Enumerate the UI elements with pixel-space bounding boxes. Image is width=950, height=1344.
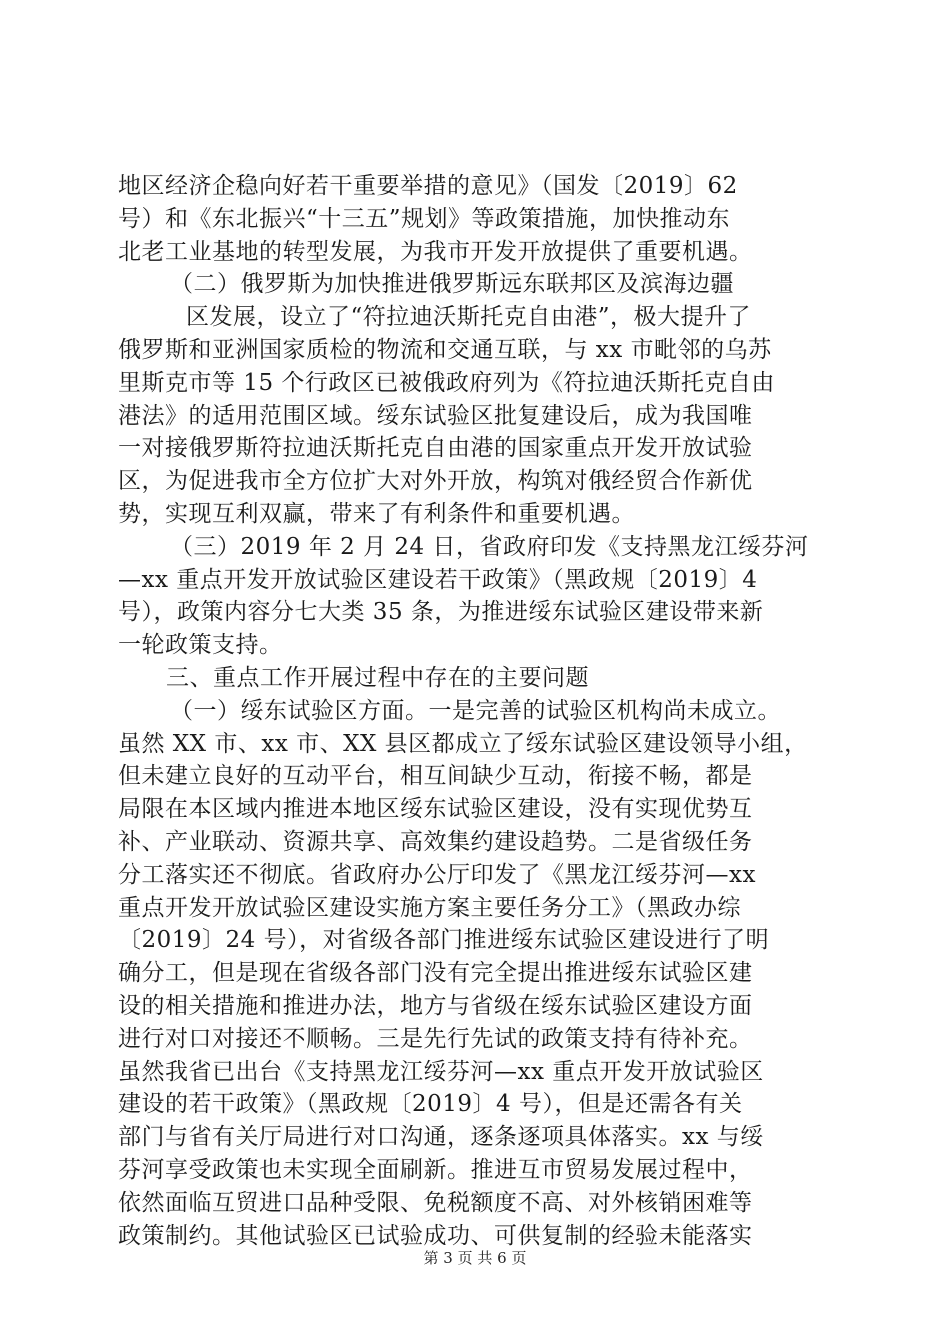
text-line: 地区经济企稳向好若干重要举措的意见》（国发〔2019〕62: [118, 173, 738, 199]
text-line: 里斯克市等 15 个行政区已被俄政府列为《符拉迪沃斯托克自由: [118, 369, 775, 396]
chapter-heading: 三、重点工作开展过程中存在的主要问题: [166, 664, 589, 691]
text-line: 区发展，设立了“符拉迪沃斯托克自由港”，极大提升了: [186, 304, 752, 331]
section-heading: （一）绥东试验区方面。一是完善的试验区机构尚未成立。: [170, 697, 781, 724]
text-line: 补、产业联动、资源共享、高效集约建设趋势。二是省级任务: [118, 828, 753, 855]
text-line: 势，实现互利双赢，带来了有利条件和重要机遇。: [118, 500, 635, 527]
text-line: 区，为促进我市全方位扩大对外开放，构筑对俄经贸合作新优: [118, 468, 753, 495]
text-line: 局限在本区域内推进本地区绥东试验区建设，没有实现优势互: [118, 796, 753, 823]
text-line: 芬河享受政策也未实现全面刷新。推进互市贸易发展过程中，: [118, 1156, 753, 1183]
text-line: 北老工业基地的转型发展，为我市开发开放提供了重要机遇。: [118, 238, 753, 265]
text-line: 部门与省有关厅局进行对口沟通，逐条逐项具体落实。xx 与绥: [118, 1124, 764, 1151]
text-line: 俄罗斯和亚洲国家质检的物流和交通互联，与 xx 市毗邻的乌苏: [118, 336, 772, 363]
text-line: 一轮政策支持。: [118, 632, 283, 659]
text-line: 号），政策内容分七大类 35 条，为推进绥东试验区建设带来新: [118, 599, 764, 626]
section-heading: （二）俄罗斯为加快推进俄罗斯远东联邦区及滨海边疆: [170, 271, 734, 298]
text-line: 建设的若干政策》（黑政规〔2019〕4 号），但是还需各有关: [118, 1091, 743, 1118]
text-line: 确分工，但是现在省级各部门没有完全提出推进绥东试验区建: [118, 960, 753, 987]
text-line: 一对接俄罗斯符拉迪沃斯托克自由港的国家重点开发开放试验: [118, 435, 753, 462]
text-line: 重点开发开放试验区建设实施方案主要任务分工》（黑政办综: [118, 894, 741, 921]
text-line: 港法》的适用范围区域。绥东试验区批复建设后，成为我国唯: [118, 402, 753, 429]
text-line: 依然面临互贸进口品种受限、免税额度不高、对外核销困难等: [118, 1189, 753, 1216]
text-line: 分工落实还不彻底。省政府办公厅印发了《黑龙江绥芬河—xx: [118, 861, 756, 888]
text-line: 虽然 XX 市、xx 市、XX 县区都成立了绥东试验区建设领导小组，: [118, 730, 808, 757]
text-line: 设的相关措施和推进办法，地方与省级在绥东试验区建设方面: [118, 992, 753, 1019]
text-line: 政策制约。其他试验区已试验成功、可供复制的经验未能落实: [118, 1222, 753, 1249]
text-line: 进行对口对接还不顺畅。三是先行先试的政策支持有待补充。: [118, 1025, 753, 1052]
text-line: 号）和《东北振兴“十三五”规划》等政策措施，加快推动东: [118, 205, 731, 232]
text-line: 虽然我省已出台《支持黑龙江绥芬河—xx 重点开发开放试验区: [118, 1058, 764, 1085]
section-heading: （三）2019 年 2 月 24 日，省政府印发《支持黑龙江绥芬河: [170, 533, 809, 560]
text-line: 〔2019〕24 号），对省级各部门推进绥东试验区建设进行了明: [118, 927, 770, 954]
document-body: [118, 170, 844, 1252]
page-number-footer: 第 3 页 共 6 页: [423, 1249, 527, 1267]
text-line: 但未建立良好的互动平台，相互间缺少互动，衔接不畅，都是: [118, 763, 753, 790]
text-line: —xx 重点开发开放试验区建设若干政策》（黑政规〔2019〕4: [118, 566, 758, 593]
